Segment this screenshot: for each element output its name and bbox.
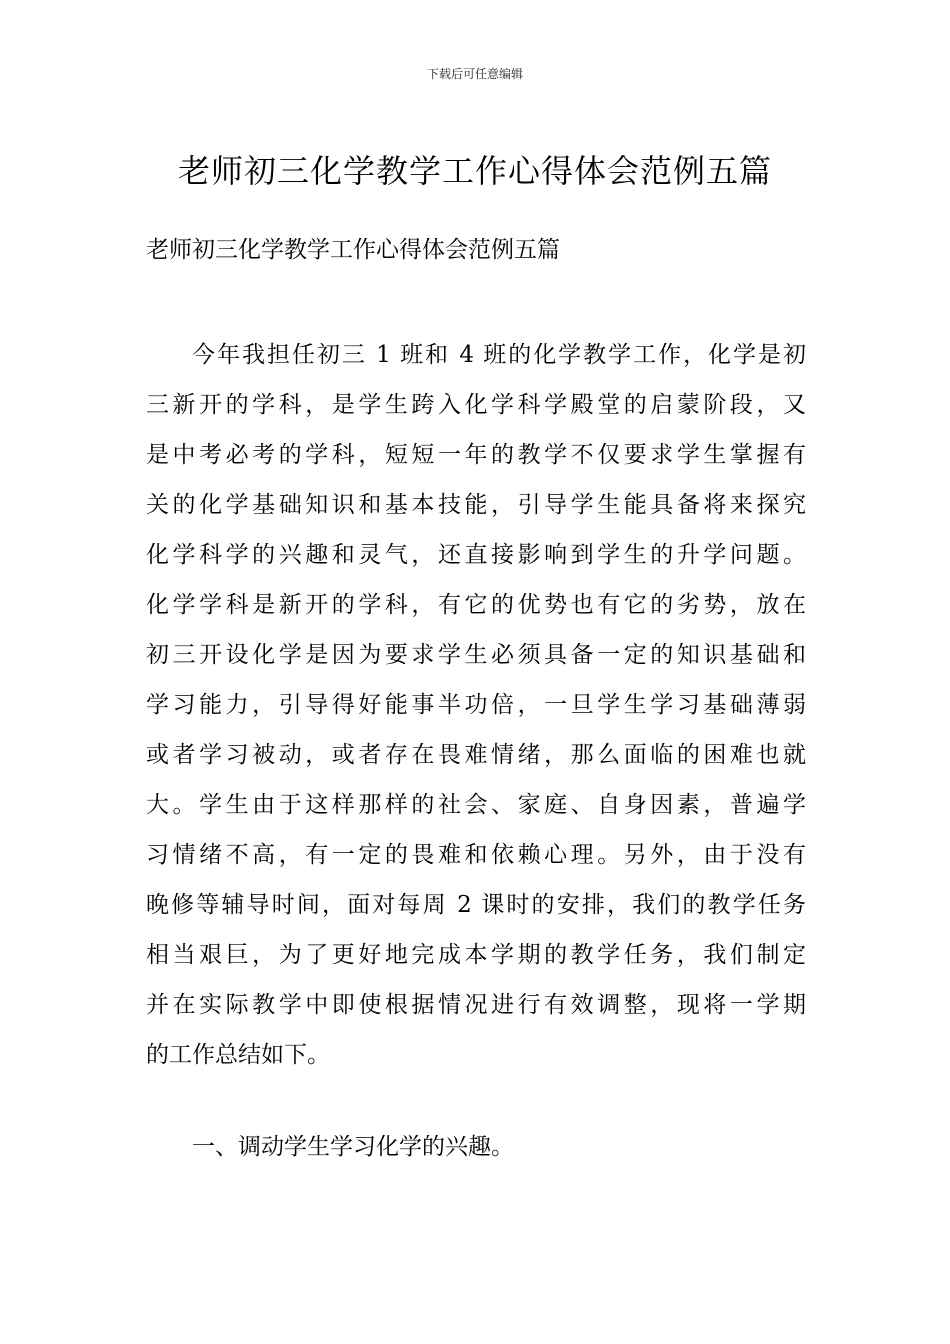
- header-note: 下载后可任意编辑: [426, 67, 523, 81]
- paragraph-line: 今年我担任初三 1 班和 4 班的化学教学工作，化学是初: [192, 342, 806, 368]
- paragraph-line: 关的化学基础知识和基本技能，引导学生能具备将来探究: [146, 492, 806, 518]
- paragraph-line: 或者学习被动，或者存在畏难情绪，那么面临的困难也就: [146, 742, 806, 768]
- paragraph-line: 的工作总结如下。: [146, 1042, 330, 1068]
- paragraph-line: 并在实际教学中即使根据情况进行有效调整，现将一学期: [146, 992, 806, 1018]
- paragraph-line: 初三开设化学是因为要求学生必须具备一定的知识基础和: [146, 642, 806, 668]
- document-subtitle: 老师初三化学教学工作心得体会范例五篇: [146, 237, 560, 263]
- paragraph-line: 习情绪不高，有一定的畏难和依赖心理。另外，由于没有: [146, 842, 806, 868]
- paragraph-line: 晚修等辅导时间，面对每周 2 课时的安排，我们的教学任务: [146, 892, 806, 918]
- paragraph-line: 三新开的学科，是学生跨入化学科学殿堂的启蒙阶段，又: [146, 392, 806, 418]
- document-title: 老师初三化学教学工作心得体会范例五篇: [177, 152, 772, 191]
- paragraph-line: 大。学生由于这样那样的社会、家庭、自身因素，普遍学: [146, 792, 806, 818]
- paragraph-line: 化学学科是新开的学科，有它的优势也有它的劣势，放在: [146, 592, 806, 618]
- body-paragraph: [146, 330, 806, 1080]
- paragraph-line: 化学科学的兴趣和灵气，还直接影响到学生的升学问题。: [146, 542, 806, 568]
- paragraph-line: 是中考必考的学科，短短一年的教学不仅要求学生掌握有: [146, 442, 806, 468]
- paragraph-line: 相当艰巨，为了更好地完成本学期的教学任务，我们制定: [146, 942, 806, 968]
- section-heading: 一、调动学生学习化学的兴趣。: [192, 1134, 514, 1160]
- paragraph-line: 学习能力，引导得好能事半功倍，一旦学生学习基础薄弱: [146, 692, 806, 718]
